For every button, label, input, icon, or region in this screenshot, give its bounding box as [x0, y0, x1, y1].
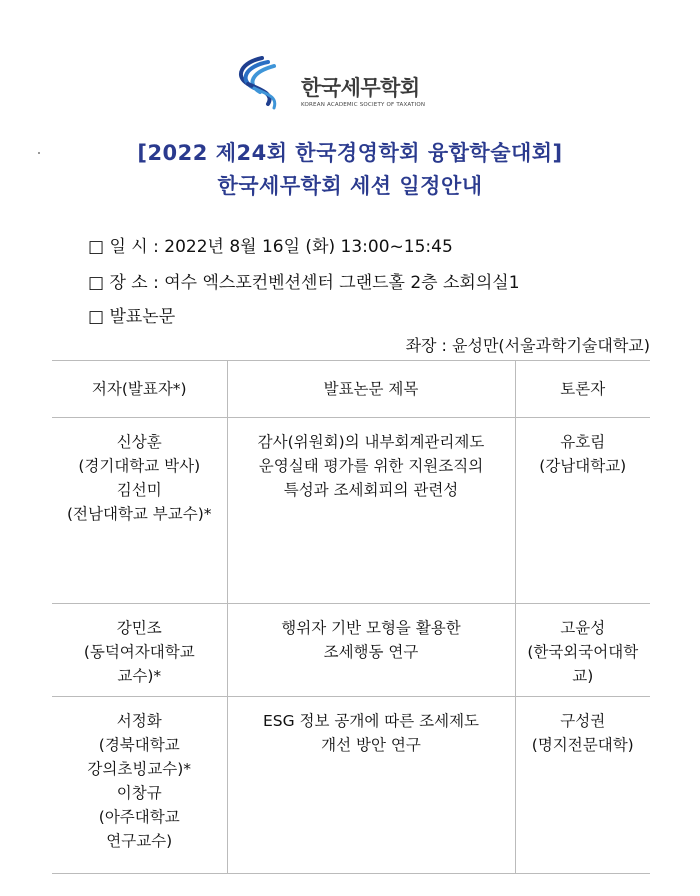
date-line: □ 일 시 : 2022년 8월 16일 (화) 13:00~15:45	[88, 237, 453, 257]
discussant-line: (명지전문대학)	[531, 736, 634, 755]
table-row	[52, 604, 650, 697]
header-paper-title: 발표논문 제목	[227, 361, 515, 418]
discussant-line: 고윤성	[560, 619, 606, 637]
page-subtitle: 한국세무학회 세션 일정안내	[217, 174, 483, 198]
page-title: [2022 제24회 한국경영학회 융합학술대회]	[137, 141, 563, 165]
discussant-cell	[515, 418, 650, 604]
header-discussant: 토론자	[515, 361, 650, 418]
discussant-line: 유호림	[560, 433, 606, 451]
paper-line: 운영실태 평가를 위한 지원조직의	[258, 457, 484, 476]
logo-name: 한국세무학회	[301, 76, 420, 100]
author-line: 연구교수)	[106, 832, 173, 851]
header-author: 저자(발표자*)	[52, 361, 227, 418]
author-cell	[52, 604, 227, 697]
schedule-table	[52, 360, 650, 874]
author-line: (경북대학교	[98, 736, 180, 755]
author-line: (경기대학교 박사)	[78, 457, 201, 476]
paper-line: 특성과 조세회피의 관련성	[283, 481, 459, 500]
author-line: 강의초빙교수)*	[87, 760, 192, 779]
discussant-cell	[515, 604, 650, 697]
chair-line: 좌장 : 윤성만(서울과학기술대학교)	[405, 336, 650, 355]
paper-line: 조세행동 연구	[323, 643, 419, 662]
discussant-line: 구성권	[560, 712, 606, 730]
discussant-cell	[515, 697, 650, 874]
table-header-row	[52, 361, 650, 418]
paper-cell	[227, 697, 515, 874]
author-line: 서정화	[116, 712, 162, 730]
society-logo	[228, 52, 428, 122]
paper-cell	[227, 418, 515, 604]
author-line: (아주대학교	[98, 808, 180, 827]
discussant-line: 교)	[572, 667, 594, 686]
author-line: (동덕여자대학교	[83, 643, 195, 662]
author-line: 김선미	[116, 481, 162, 500]
discussant-line: (한국외국어대학	[527, 643, 639, 662]
author-line: 신상훈	[116, 433, 162, 451]
table-row	[52, 418, 650, 604]
author-cell	[52, 697, 227, 874]
place-line: □ 장 소 : 여수 엑스포컨벤션센터 그랜드홀 2층 소회의실1	[88, 273, 520, 293]
papers-heading: □ 발표논문	[88, 307, 176, 327]
author-line: 강민조	[116, 619, 162, 637]
logo-swoosh-icon	[228, 54, 296, 110]
author-line: 교수)*	[117, 667, 162, 686]
author-cell	[52, 418, 227, 604]
author-line: 이창규	[116, 784, 162, 803]
logo-subtitle: KOREAN ACADEMIC SOCIETY OF TAXATION	[301, 102, 426, 108]
author-line: (전남대학교 부교수)*	[66, 505, 212, 524]
paper-line: 감사(위원회)의 내부회계관리제도	[257, 433, 485, 451]
table-row	[52, 697, 650, 874]
paper-cell	[227, 604, 515, 697]
paper-line: ESG 정보 공개에 따른 조세제도	[262, 712, 480, 730]
paper-line: 행위자 기반 모형을 활용한	[281, 619, 461, 637]
discussant-line: (강남대학교)	[539, 457, 627, 476]
paper-line: 개선 방안 연구	[321, 736, 421, 755]
